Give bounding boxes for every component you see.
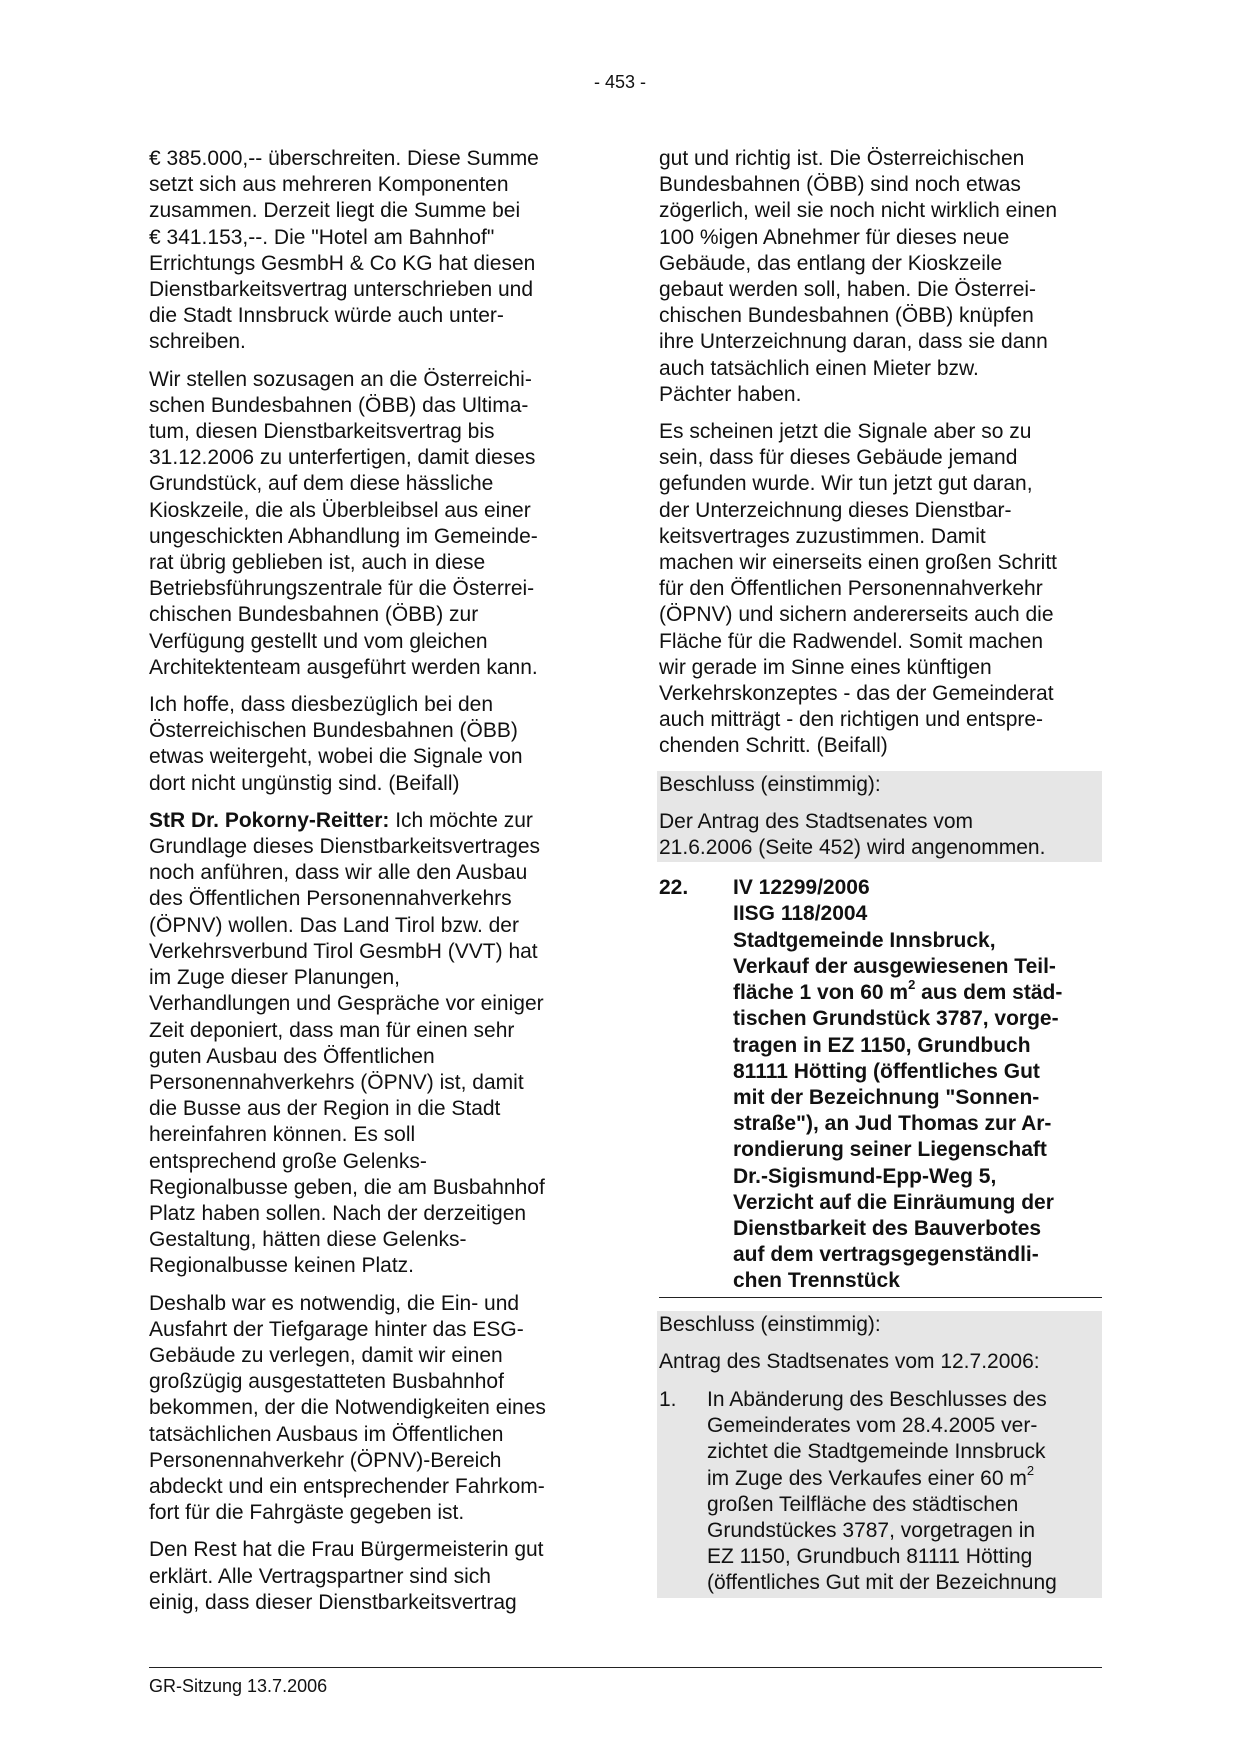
list-text: In Abänderung des Beschlusses des Gemeinderates vom 28.4.2005 ver- zichtet die Stadtgemeinde Innsbruck im Zuge des Verkaufes einer 60 $m^2$ großen Teilfläche des städtischen Grundstückes 3787, vorgetragen in EZ 1150, Grundbuch 81111 Hötting (öffentliches Gut mit der Bezeichnung [707, 1387, 1057, 1595]
paragraph: Wir stellen sozusagen an die Österreichi- schen Bundesbahnen (ÖBB) das Ultima- tum, diesen Dienstbarkeitsvertrag bis 31.12.2006 zu unterfertigen, damit dieses Grundstück, auf dem diese hässliche Kioskzeile, die als Überbleibsel aus einer ungeschickten Abhandlung im Gemeinde- rat übrig geblieben ist, auch in diese Betriebsführungszentrale für die Österrei- chischen Bundesbahnen (ÖBB) zur Verfügung gestellt und vom gleichen Architektenteam ausgeführt werden kann. [149, 367, 538, 679]
decision-box [657, 1311, 1102, 1598]
speaker-text: Ich möchte zur Grundlage dieses Dienstbarkeitsvertrages noch anführen, dass wir alle den Ausbau des Öffentlichen Personennahverkehrs (ÖPNV) wollen. Das Land Tirol bzw. der Verkehrsverbund Tirol GesmbH (VVT) hat im Zuge dieser Planungen, Verhandlungen und Gespräche vor einiger Zeit deponiert, dass man für einen sehr guten Ausbau des Öffentlichen Personennahverkehrs (ÖPNV) ist, damit die Busse aus der Region in die Stadt hereinfahren können. Es soll entsprechend große Gelenks- Regionalbusse geben, die am Busbahnhof Platz haben sollen. Nach der derzeitigen Gestaltung, hätten diese Gelenks- Regionalbusse keinen Platz. [149, 808, 545, 1278]
paragraph: Deshalb war es notwendig, die Ein- und Ausfahrt der Tiefgarage hinter das ESG- Gebäude zu verlegen, damit wir einen großzügig ausgestatteten Busbahnhof bekommen, der die Notwendigkeiten eines tatsächlichen Ausbaus im Öffentlichen Personennahverkehr (ÖPNV)-Bereich abdeckt und ein entsprechender Fahrkom- fort für die Fahrgäste gegeben ist. [149, 1291, 546, 1525]
agenda-item-number: 22. [659, 876, 689, 900]
agenda-item-heading [659, 875, 1102, 1294]
speaker-paragraph [149, 808, 594, 1280]
page-number: - 453 - [593, 72, 647, 92]
left-column [149, 146, 594, 1627]
list-number: 1. [659, 1387, 677, 1411]
paragraph: € 385.000,-- überschreiten. Diese Summe setzt sich aus mehreren Komponenten zusammen. Derzeit liegt die Summe bei € 341.153,--. Die "Hotel am Bahnhof" Errichtungs GesmbH & Co KG hat diesen Dienstbarkeitsvertrag unterschrieben und die Stadt Innsbruck würde auch unter- schreiben. [149, 147, 539, 354]
decision-box [657, 771, 1102, 863]
motion-text: Antrag des Stadtsenates vom 12.7.2006: [659, 1349, 1040, 1373]
paragraph: Den Rest hat die Frau Bürgermeisterin gut erklärt. Alle Vertragspartner sind sich einig, dass dieser Dienstbarkeitsvertrag [149, 1538, 544, 1614]
agenda-item-title: IV 12299/2006 IISG 118/2004 Stadtgemeinde Innsbruck, Verkauf der ausgewiesenen Teil- fläche 1 von 60 $m^2$ aus dem städ- tischen Grundstück 3787, vorge- tragen in EZ 1150, Grundbuch 81111 Hötting (öffentliches Gut mit der Bezeichnung "Sonnen- straße"), an Jud Thomas zur Ar- rondierung seiner Liegenschaft Dr.-Sigismund-Epp-Weg 5, Verzicht auf die Einräumung der Dienstbarkeit des Bauverbotes auf dem vertragsgegenständli- chen Trennstück [733, 876, 1063, 1293]
paragraph: Ich hoffe, dass diesbezüglich bei den Österreichischen Bundesbahnen (ÖBB) etwas weitergeht, wobei die Signale von dort nicht ungünstig sind. (Beifall) [149, 693, 523, 795]
decision-text: Der Antrag des Stadtsenates vom 21.6.2006 (Seite 452) wird angenommen. [659, 809, 1046, 860]
paragraph: Es scheinen jetzt die Signale aber so zu sein, dass für dieses Gebäude jemand gefunden wurde. Wir tun jetzt gut daran, der Unterzeichnung dieses Dienstbar- keitsvertrages zuzustimmen. Damit machen wir einerseits einen großen Schritt für den Öffentlichen Personennahverkehr (ÖPNV) und sichern andererseits auch die Fläche für die Radwendel. Somit machen wir gerade im Sinne eines künftigen Verkehrskonzeptes - das der Gemeinderat auch mitträgt - den richtigen und entspre- chenden Schritt. (Beifall) [659, 420, 1058, 758]
speaker-name: StR Dr. Pokorny-Reitter: [149, 808, 390, 832]
list-item [657, 1387, 1100, 1597]
right-column [659, 146, 1102, 1608]
decision-label: Beschluss (einstimmig): [659, 1312, 881, 1336]
decision-label: Beschluss (einstimmig): [659, 772, 881, 796]
footer-divider [149, 1667, 1102, 1668]
item-divider [659, 1297, 1102, 1298]
footer-session: GR-Sitzung 13.7.2006 [149, 1676, 328, 1696]
paragraph: gut und richtig ist. Die Österreichischen Bundesbahnen (ÖBB) sind noch etwas zögerlich, weil sie noch nicht wirklich einen 100 %igen Abnehmer für dieses neue Gebäude, das entlang der Kioskzeile gebaut werden soll, haben. Die Österrei- chischen Bundesbahnen (ÖBB) knüpfen ihre Unterzeichnung daran, dass sie dann auch tatsächlich einen Mieter bzw. Pächter haben. [659, 147, 1058, 406]
